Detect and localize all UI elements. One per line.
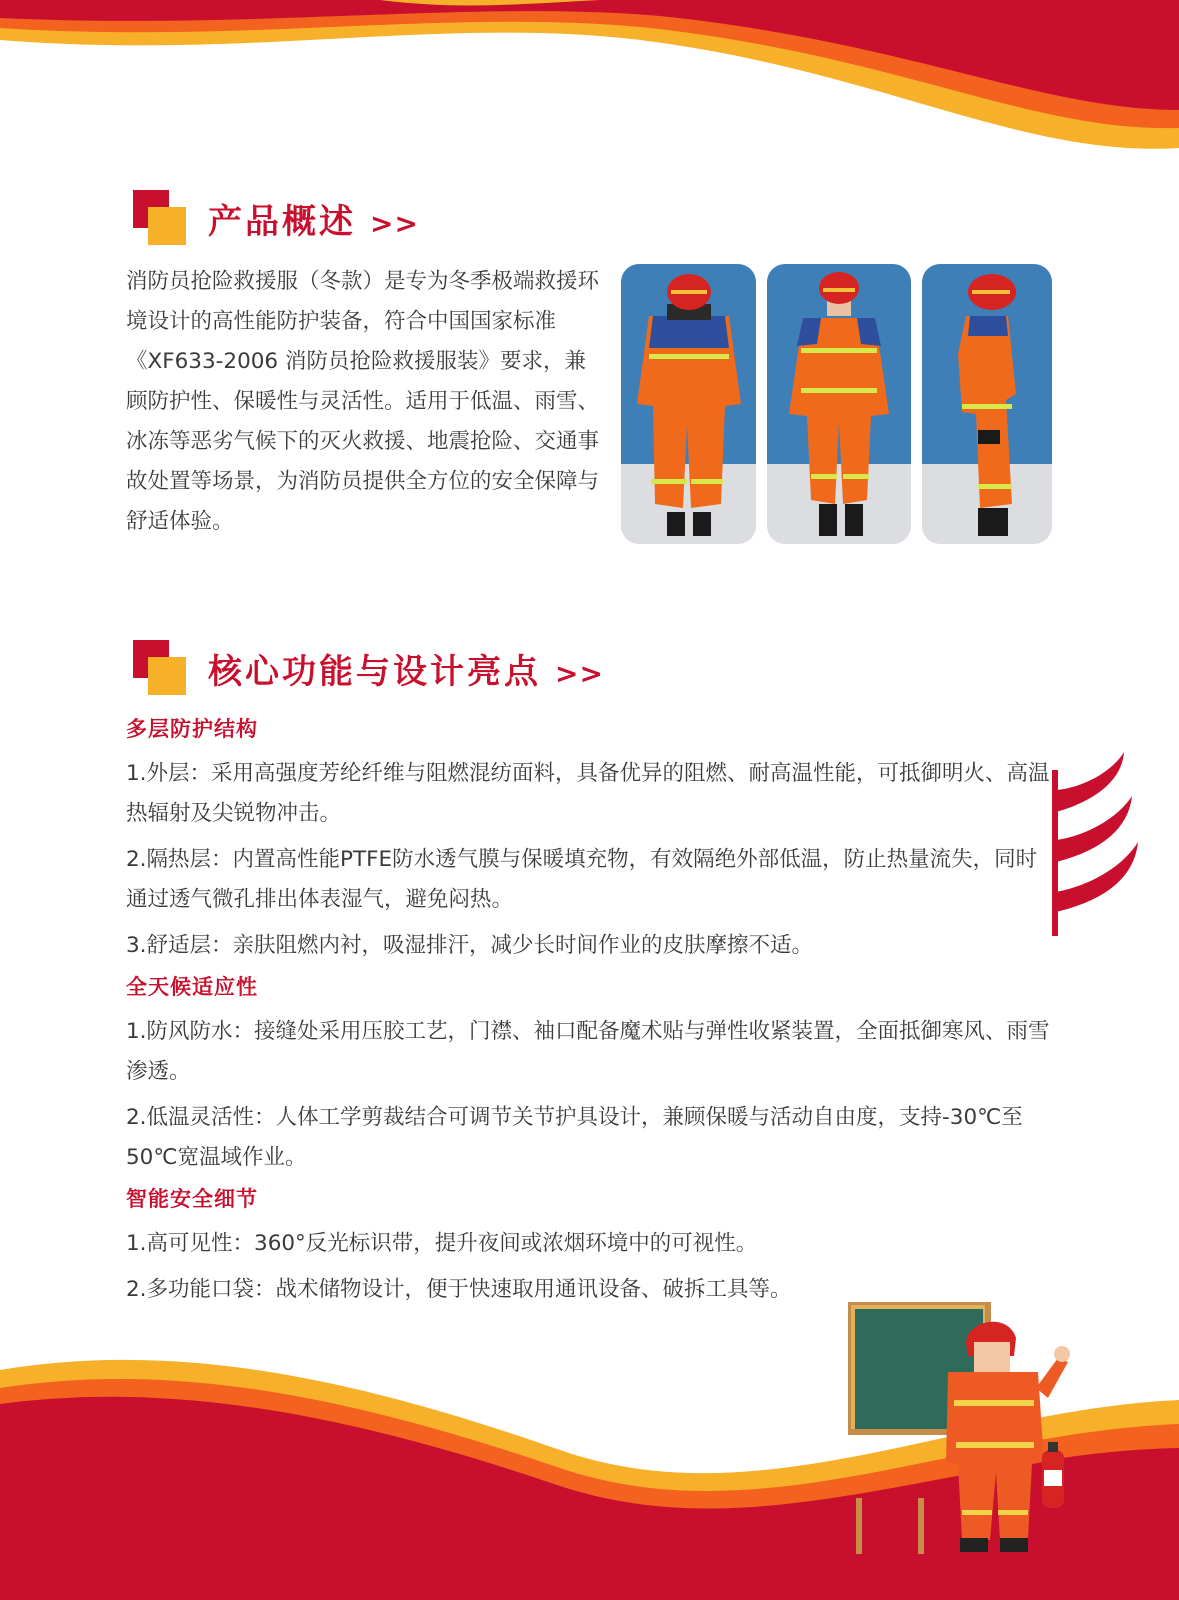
feature-item: 1.防风防水：接缝处采用压胶工艺，门襟、袖口配备魔术贴与弹性收紧装置，全面抵御寒风、雨雪渗透。 (126, 1019, 1050, 1084)
feature-item: 1.高可见性：360°反光标识带，提升夜间或浓烟环境中的可视性。 (126, 1231, 758, 1256)
feature-item: 1.外层：采用高强度芳纶纤维与阻燃混纺面料，具备优异的阻燃、耐高温性能，可抵御明火、高温热辐射及尖锐物冲击。 (126, 761, 1050, 826)
feature-group-title: 多层防护结构 (126, 717, 258, 741)
feature-item: 3.舒适层：亲肤阻燃内衬，吸湿排汗，减少长时间作业的皮肤摩擦不适。 (126, 933, 814, 958)
flame-icon (1052, 752, 1138, 936)
feature-item: 2.隔热层：内置高性能PTFE防水透气膜与保暖填充物，有效隔绝外部低温，防止热量流失，同时通过透气微孔排出体表湿气，避免闷热。 (126, 847, 1038, 912)
feature-group-weather (126, 972, 1056, 1178)
feature-group-title: 智能安全细节 (126, 1187, 258, 1211)
photo-back-view (621, 264, 756, 544)
overview-title: 产品概述 >> (208, 202, 419, 242)
section-square-icon (133, 640, 187, 696)
section-square-icon (133, 190, 187, 246)
firefighter-chalkboard-illustration (848, 1302, 1088, 1554)
feature-item: 2.低温灵活性：人体工学剪裁结合可调节关节护具设计，兼顾保暖与活动自由度，支持-30℃至50℃宽温域作业。 (126, 1105, 1023, 1170)
overview-arrows: >> (370, 207, 419, 240)
feature-group-safety (126, 1184, 1056, 1310)
feature-group-title: 全天候适应性 (126, 975, 258, 999)
features-content (126, 714, 1056, 1316)
features-title: 核心功能与设计亮点 >> (208, 652, 604, 692)
photo-front-view (767, 264, 911, 544)
top-wave-decoration (0, 0, 1179, 170)
overview-paragraph: 消防员抢险救援服（冬款）是专为冬季极端救援环境设计的高性能防护装备，符合中国国家标准《XF633-2006 消防员抢险救援服装》要求，兼顾防护性、保暖性与灵活性。适用于低温、雨雪、冰冻等恶劣气候下的灭火救援、地震抢险、交通事故处置等场景，为消防员提供全方位的安全保障与舒适体验。 (126, 269, 600, 534)
feature-group-protection (126, 714, 1056, 966)
photo-side-view (922, 264, 1052, 544)
feature-item: 2.多功能口袋：战术储物设计，便于快速取用通讯设备、破拆工具等。 (126, 1277, 792, 1302)
features-arrows: >> (555, 657, 604, 690)
